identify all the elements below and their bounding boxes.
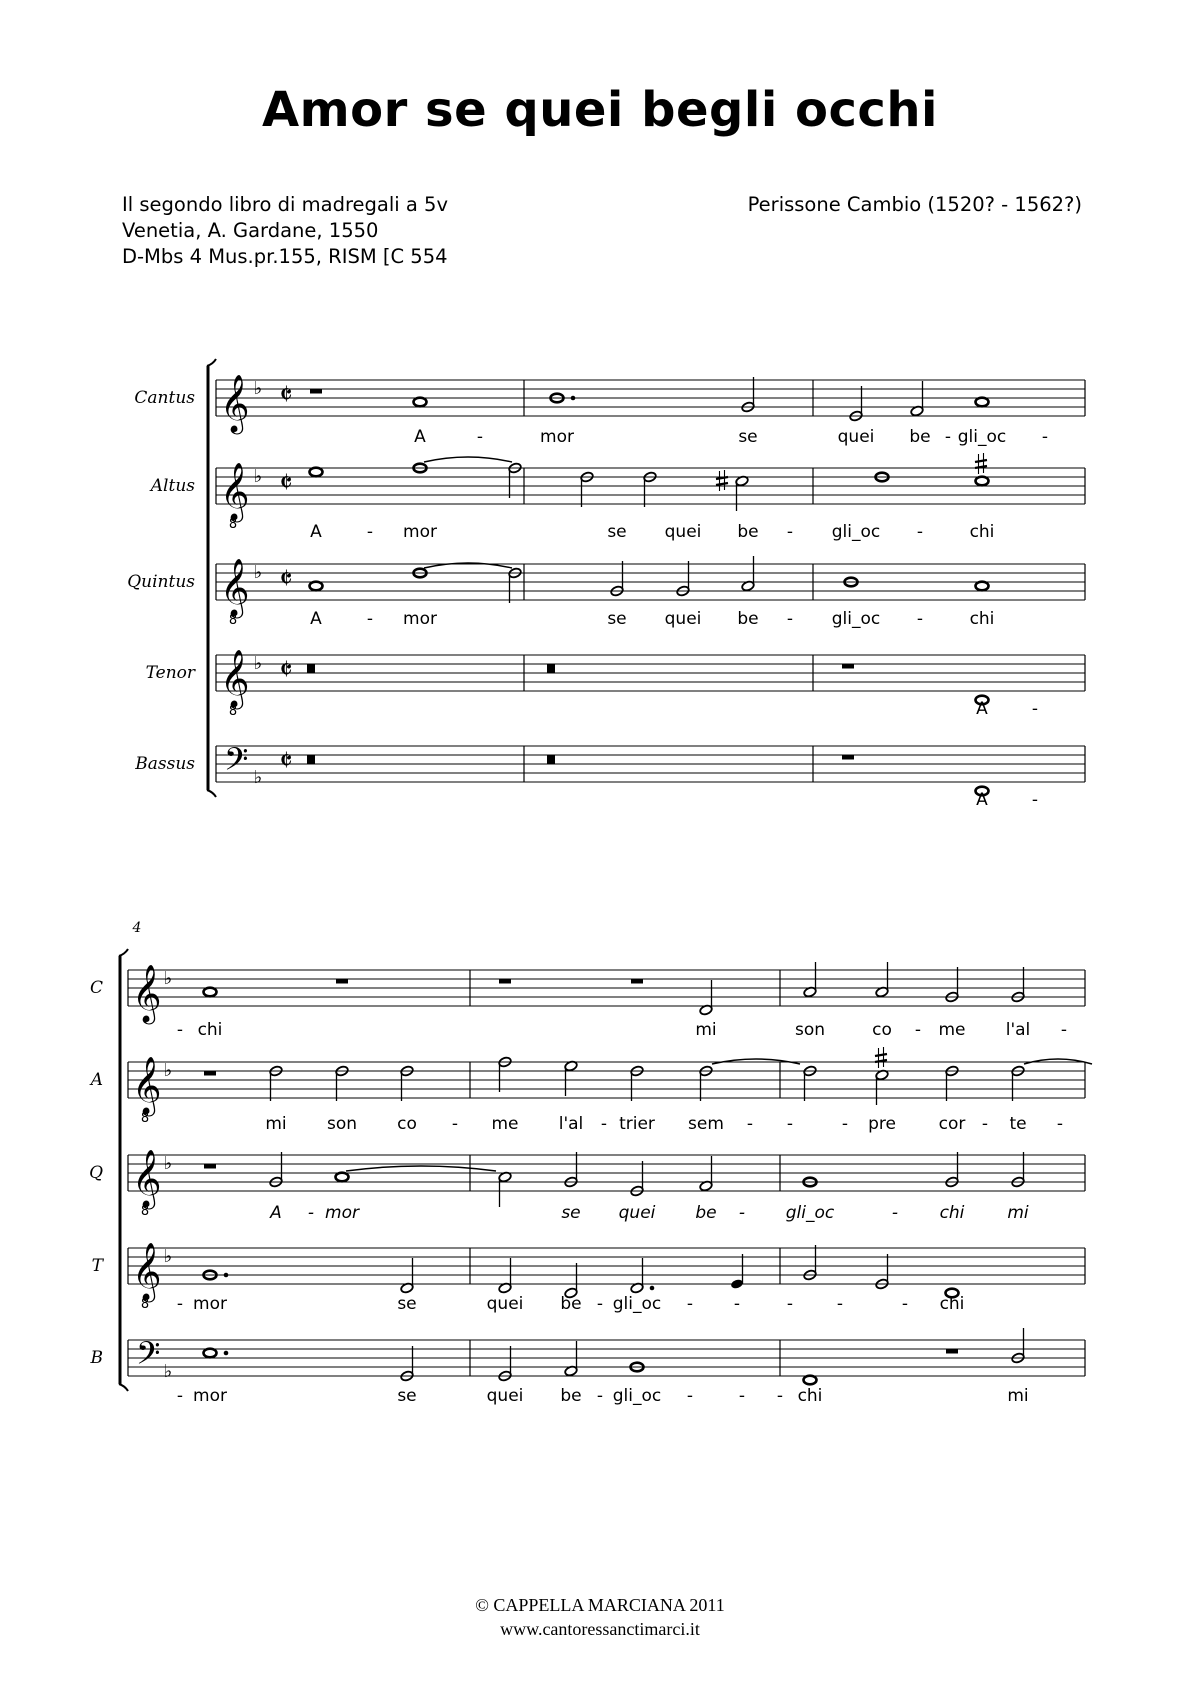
flat-key-signature: ♭ [253,767,263,788]
whole-rest [310,389,322,394]
lyric-syllable: - [600,1114,608,1134]
lyric-syllable: - [451,1114,459,1134]
flat-key-signature: ♭ [163,1060,173,1081]
octave-mark: 8 [228,517,238,532]
lyric-syllable: quei [837,427,875,447]
lyric-syllable: A [414,427,426,447]
treble-clef-icon: 𝄞 [132,1056,162,1114]
whole-rest [631,979,643,984]
lyric-syllable: l'al [558,1114,584,1134]
cut-time-icon: 𝄵 [279,466,293,501]
lyric-syllable: me [938,1020,966,1040]
lyric-syllable: - [686,1386,694,1406]
lyric-syllable: mi [695,1020,717,1040]
cut-time-icon: 𝄵 [279,378,293,413]
lyric-syllable: son [326,1114,358,1134]
lyric-syllable: sem [688,1114,724,1134]
lyric-syllable: gli_oc [612,1294,662,1314]
lyric-syllable: - [776,1386,784,1406]
whole-rest [946,1349,958,1354]
breve-rest [547,664,555,673]
flat-key-signature: ♭ [253,653,263,674]
system-bracket [207,790,216,797]
lyric-syllable: pre [868,1114,896,1134]
lyric-syllable: - [786,522,794,542]
measure-number: 4 [132,920,142,936]
octave-mark: 8 [140,1204,150,1219]
cut-time-icon: 𝄵 [279,744,293,779]
source-line-1: Il segondo libro di madregali a 5v [122,193,448,216]
lyric-syllable: - [786,1294,794,1314]
system-bracket [119,949,128,956]
lyric-syllable: - [176,1386,184,1406]
whole-note [804,1376,817,1385]
augmentation-dot [650,1286,655,1291]
treble-clef-icon: 𝄞 [132,1149,162,1207]
lyric-syllable: chi [939,1294,965,1314]
lyric-syllable: be [695,1203,717,1223]
lyric-syllable: mor [193,1386,227,1406]
augmentation-dot [224,1273,229,1278]
voice-name: Cantus [134,388,195,408]
lyric-syllable: se [607,609,627,629]
lyric-syllable: - [981,1114,989,1134]
tie [346,1166,496,1171]
lyric-syllable: mor [540,427,574,447]
whole-rest [499,979,511,984]
source-line-2: Venetia, A. Gardane, 1550 [122,219,379,242]
lyric-syllable: - [836,1294,844,1314]
lyric-syllable: quei [664,522,702,542]
lyric-syllable: - [476,427,484,447]
lyric-syllable: se [397,1294,417,1314]
breve-rest [307,755,315,764]
sharp-sign [716,483,728,485]
lyric-syllable: - [307,1203,315,1223]
lyric-syllable: chi [939,1203,965,1223]
whole-rest [336,979,348,984]
treble-clef-icon: 𝄞 [220,462,250,520]
lyric-syllable: mor [403,609,437,629]
whole-note [976,582,989,591]
lyric-syllable: se [397,1386,417,1406]
sharp-sign [875,1054,887,1056]
sharp-sign [975,460,987,462]
lyric-syllable: - [176,1294,184,1314]
lyric-syllable: - [786,1114,794,1134]
lyric-syllable: A [310,609,322,629]
bass-clef-icon: 𝄢 [224,741,249,785]
lyric-syllable: son [794,1020,826,1040]
whole-note [310,468,323,477]
lyric-syllable: te [1009,1114,1027,1134]
lyric-syllable: co [397,1114,417,1134]
voice-name: Quintus [127,572,195,592]
treble-clef-icon: 𝄞 [132,1242,162,1300]
lyric-syllable: se [607,522,627,542]
whole-note [336,1173,349,1182]
lyric-syllable: chi [969,522,995,542]
lyric-syllable: chi [197,1020,223,1040]
lyric-syllable: - [596,1386,604,1406]
lyric-syllable: - [916,522,924,542]
treble-clef-icon: 𝄞 [220,558,250,616]
treble-clef-icon: 𝄞 [132,964,162,1022]
system-bracket [119,1384,128,1391]
lyric-syllable: se [738,427,758,447]
lyric-syllable: l'al [1005,1020,1031,1040]
lyric-syllable: gli_oc [612,1386,662,1406]
whole-note [204,988,217,997]
lyric-syllable: - [914,1020,922,1040]
voice-name: Altus [150,476,195,496]
lyric-syllable: mi [1007,1386,1029,1406]
voice-abbreviation: Q [89,1163,103,1183]
lyric-syllable: quei [664,609,702,629]
lyric-syllable: trier [619,1114,655,1134]
lyric-syllable: A [976,790,988,810]
lyric-syllable: quei [486,1386,524,1406]
lyric-syllable: - [1031,699,1039,719]
lyric-syllable: mi [1007,1203,1029,1223]
voice-name: Tenor [145,663,195,683]
lyric-syllable: gli_oc [831,522,881,542]
whole-note [204,1349,217,1358]
breve-rest [547,755,555,764]
lyric-syllable: be [737,522,759,542]
lyric-syllable: - [596,1294,604,1314]
lyric-syllable: - [366,522,374,542]
lyric-syllable: gli_oc [785,1203,835,1223]
whole-note [976,398,989,407]
lyric-syllable: - [738,1386,746,1406]
lyric-syllable: be [909,427,931,447]
footer-copyright: © CAPPELLA MARCIANA 2011 [475,1595,725,1615]
breve-rest [307,664,315,673]
system-bracket [207,359,216,366]
lyric-syllable: mor [193,1294,227,1314]
lyric-syllable: be [560,1294,582,1314]
flat-key-signature: ♭ [163,968,173,989]
voice-abbreviation: C [89,978,103,998]
cut-time-icon: 𝄵 [279,562,293,597]
lyric-syllable: - [1031,790,1039,810]
flat-key-signature: ♭ [163,1153,173,1174]
lyric-syllable: mi [265,1114,287,1134]
lyric-syllable: co [872,1020,892,1040]
lyric-syllable: quei [486,1294,524,1314]
composer: Perissone Cambio (1520? - 1562?) [747,193,1082,216]
flat-key-signature: ♭ [163,1361,173,1382]
lyric-syllable: mor [325,1203,359,1223]
lyric-syllable: A [976,699,988,719]
flat-key-signature: ♭ [253,466,263,487]
octave-mark: 8 [228,613,238,628]
lyric-syllable: - [746,1114,754,1134]
octave-mark: 8 [140,1297,150,1312]
lyric-syllable: chi [969,609,995,629]
octave-mark: 8 [228,704,238,719]
whole-rest [842,755,854,760]
whole-note [414,398,427,407]
lyric-syllable: be [560,1386,582,1406]
lyric-syllable: A [270,1203,282,1223]
cut-time-icon: 𝄵 [279,653,293,688]
flat-key-signature: ♭ [253,378,263,399]
lyric-syllable: A [310,522,322,542]
voice-abbreviation: B [90,1348,103,1368]
treble-clef-icon: 𝄞 [220,649,250,707]
flat-key-signature: ♭ [253,562,263,583]
augmentation-dot [224,1351,229,1356]
lyric-syllable: - [1056,1114,1064,1134]
lyric-syllable: - [738,1203,746,1223]
treble-clef-icon: 𝄞 [220,374,250,432]
lyric-syllable: - [916,609,924,629]
lyric-syllable: - [176,1020,184,1040]
lyric-syllable: mor [403,522,437,542]
lyric-syllable: gli_oc [831,609,881,629]
whole-rest [842,664,854,669]
lyric-syllable: - [944,427,952,447]
lyric-syllable: cor [938,1114,966,1134]
augmentation-dot [571,396,576,401]
voice-name: Bassus [135,754,195,774]
lyric-syllable: me [491,1114,519,1134]
tie [424,457,512,462]
lyric-syllable: - [1060,1020,1068,1040]
voice-abbreviation: A [90,1070,103,1090]
lyric-syllable: gli_oc [957,427,1007,447]
whole-note [310,582,323,591]
whole-note [976,477,989,486]
footer-url[interactable]: www.cantoressanctimarci.it [500,1619,700,1639]
whole-rest [204,1071,216,1076]
lyric-syllable: - [841,1114,849,1134]
bass-clef-icon: 𝄢 [136,1335,161,1379]
lyric-syllable: quei [618,1203,656,1223]
lyric-syllable: - [901,1294,909,1314]
lyric-syllable: chi [797,1386,823,1406]
flat-key-signature: ♭ [163,1246,173,1267]
lyric-syllable: - [733,1294,741,1314]
lyric-syllable: - [1041,427,1049,447]
lyric-syllable: - [366,609,374,629]
lyric-syllable: - [891,1203,899,1223]
octave-mark: 8 [140,1111,150,1126]
lyric-syllable: se [561,1203,581,1223]
lyric-syllable: be [737,609,759,629]
voice-abbreviation: T [91,1256,103,1276]
page-title: Amor se quei begli occhi [261,82,938,138]
lyric-syllable: - [686,1294,694,1314]
lyric-syllable: - [786,609,794,629]
source-line-3: D-Mbs 4 Mus.pr.155, RISM [C 554 [122,245,448,268]
whole-rest [204,1164,216,1169]
